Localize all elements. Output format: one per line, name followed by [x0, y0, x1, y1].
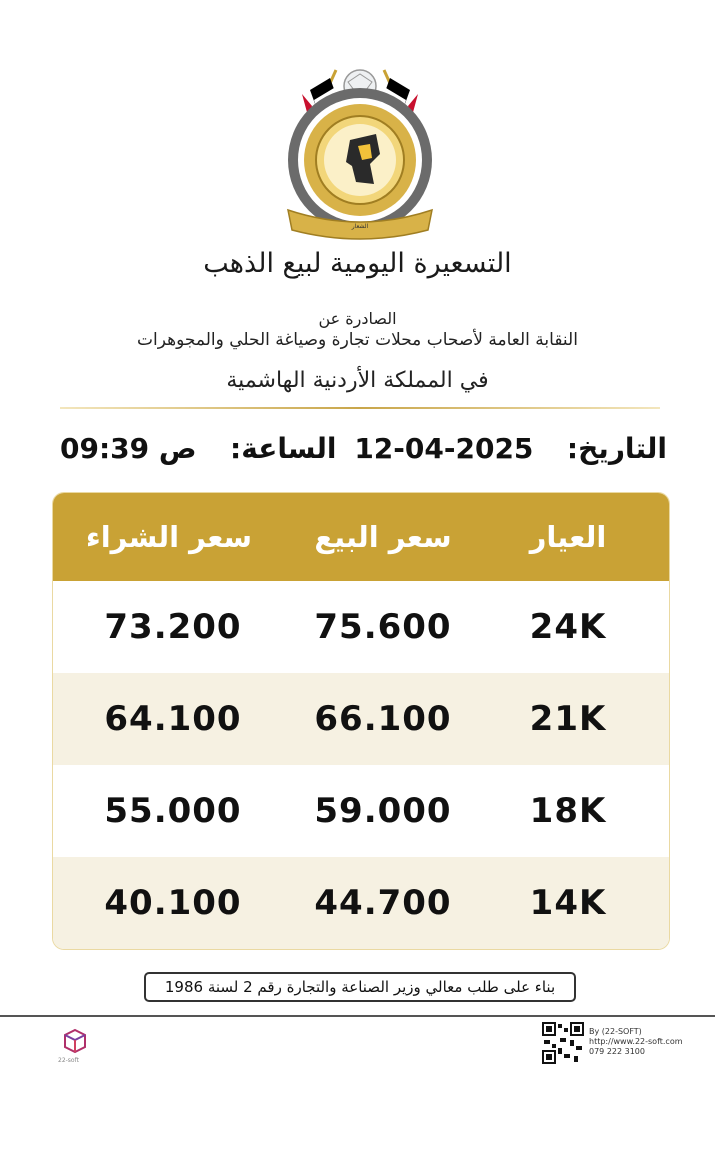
- karat-cell: 18K: [529, 791, 607, 831]
- sell-price-cell: 44.700: [314, 883, 452, 923]
- table-row: [53, 673, 669, 765]
- karat-cell: 21K: [529, 699, 607, 739]
- buy-price-cell: 55.000: [104, 791, 242, 831]
- table-row: [53, 765, 669, 857]
- karat-cell: 14K: [529, 883, 607, 923]
- credits-block: [589, 1027, 683, 1057]
- table-header: [53, 493, 669, 581]
- table-row: [53, 581, 669, 673]
- time-value: 09:39 ص: [60, 432, 197, 465]
- issued-by-label: الصادرة عن: [318, 309, 397, 328]
- date-block: [354, 432, 667, 465]
- qr-code-icon[interactable]: [542, 1022, 584, 1064]
- syndicate-emblem-icon: [278, 62, 442, 244]
- footer-divider: [0, 1015, 715, 1017]
- kingdom-label: في المملكة الأردنية الهاشمية: [226, 368, 489, 393]
- sell-price-cell: 75.600: [314, 607, 452, 647]
- buy-price-cell: 64.100: [104, 699, 242, 739]
- brand-label: 22-soft: [58, 1057, 79, 1064]
- divider: [60, 407, 660, 409]
- buy-price-cell: 73.200: [104, 607, 242, 647]
- credits-phone: 079 222 3100: [589, 1047, 645, 1056]
- sell-price-cell: 66.100: [314, 699, 452, 739]
- karat-cell: 24K: [529, 607, 607, 647]
- ministry-note: بناء على طلب معالي وزير الصناعة والتجارة رقم 2 لسنة 1986: [144, 972, 576, 1002]
- svg-text:الشعار: الشعار: [351, 223, 369, 230]
- table-row: [53, 857, 669, 949]
- time-block: [60, 432, 336, 465]
- credits-by: By (22-SOFT): [589, 1027, 642, 1036]
- sell-price-cell: 59.000: [314, 791, 452, 831]
- page-title: التسعيرة اليومية لبيع الذهب: [203, 248, 512, 279]
- time-label: الساعة:: [230, 432, 337, 465]
- date-label: التاريخ:: [566, 432, 667, 465]
- header-sell: سعر البيع: [314, 520, 452, 554]
- credits-url[interactable]: http://www.22-soft.com: [589, 1037, 683, 1046]
- 22soft-cube-icon: [62, 1028, 88, 1054]
- date-value: 12-04-2025: [354, 432, 534, 465]
- header-karat: العيار: [529, 520, 607, 554]
- buy-price-cell: 40.100: [104, 883, 242, 923]
- price-table: [52, 492, 670, 950]
- header-buy: سعر الشراء: [85, 520, 253, 554]
- syndicate-name: النقابة العامة لأصحاب محلات تجارة وصياغة الحلي والمجوهرات: [137, 330, 578, 350]
